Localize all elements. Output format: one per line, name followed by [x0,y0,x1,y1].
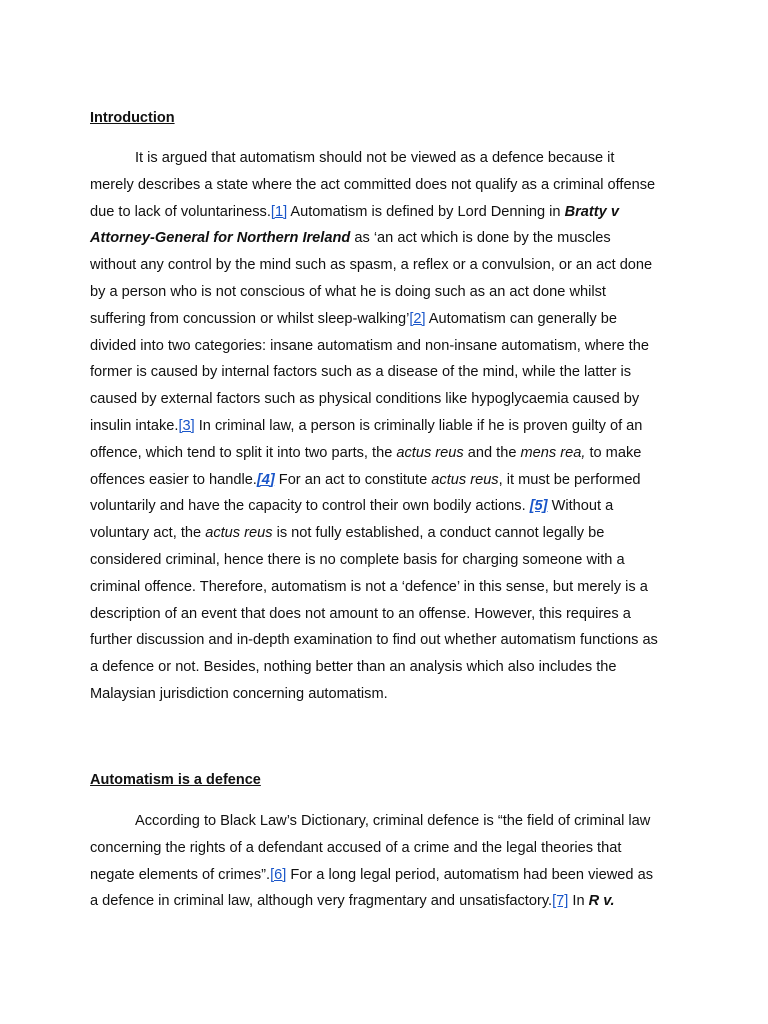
text-run: voluntary act, the [90,525,206,542]
text-run: Automatism can generally be [425,310,617,327]
text-run: Malaysian jurisdiction concerning automatism. [90,685,388,702]
introduction-paragraph [90,145,690,708]
italic-term: actus reus [205,525,273,542]
text-line [90,808,690,835]
text-line [90,520,690,547]
case-citation: Attorney-General for Northern Ireland [90,230,351,247]
footnote-link[interactable]: [4] [256,471,275,488]
text-run: caused by external factors such as physical conditions like hypoglycaemia caused by [90,391,640,408]
italic-term: mens rea, [520,444,586,461]
automatism-defence-paragraph [90,808,690,915]
text-line [90,145,690,172]
section-heading-automatism-defence: Automatism is a defence [90,772,261,788]
text-line [90,306,690,333]
text-line [90,862,690,889]
text-line [90,199,690,226]
text-run: is not fully established, a conduct cannot legally be [272,525,605,542]
text-line [90,386,690,413]
text-line [90,359,690,386]
text-line [90,601,690,628]
text-run: offences easier to handle. [90,471,257,488]
text-run: description of an event that does not amount to an offense. However, this requires a [90,605,631,622]
text-line [90,333,690,360]
text-line [90,467,690,494]
text-line [90,413,690,440]
text-run: According to Black Law’s Dictionary, criminal defence is “the field of criminal law [135,813,651,829]
text-run: further discussion and in-depth examination to find out whether automatism functions as [90,632,658,649]
footnote-link[interactable]: [1] [270,203,288,220]
text-run: considered criminal, hence there is no complete basis for charging someone with a [90,551,625,568]
text-run: divided into two categories: insane automatism and non-insane automatism, where the [90,337,649,354]
footnote-link[interactable]: [5] [529,498,548,515]
footnote-link[interactable]: [7] [552,893,569,910]
text-line [90,654,690,681]
text-run: For a long legal period, automatism had been viewed as [286,866,653,883]
text-run: In criminal law, a person is criminally liable if he is proven guilty of an [194,417,643,434]
footnote-link[interactable]: [6] [270,866,287,883]
text-run: criminal offence. Therefore, automatism is not a ‘defence’ in this sense, but merely is a [90,578,648,595]
italic-term: actus reus [431,471,499,488]
text-run: without any control by the mind such as spasm, a reflex or a convulsion, or an act done [90,257,653,274]
case-citation: Bratty v [564,203,619,220]
text-line [90,574,690,601]
text-line [90,835,690,862]
text-run: former is caused by internal factors such as a disease of the mind, while the latter is [90,364,632,381]
text-line [90,225,690,252]
text-line [90,547,690,574]
text-run: suffering from concussion or whilst sleep-walking’ [90,310,410,327]
text-run: a defence or not. Besides, nothing better than an analysis which also includes the [90,659,617,676]
text-run: , it must be performed [498,471,641,488]
text-line [90,627,690,654]
text-run: Without a [547,498,614,515]
section-heading-introduction: Introduction [90,110,175,126]
text-line [90,493,690,520]
text-run: negate elements of crimes”. [90,866,271,883]
text-line [90,252,690,279]
text-line [90,888,690,915]
text-run: offence, which tend to split it into two parts, the [90,444,397,461]
text-run: as ‘an act which is done by the muscles [350,230,611,247]
text-line [90,440,690,467]
text-run: by a person who is not conscious of what he is doing such as an act done whilst [90,283,606,300]
text-line [90,681,690,708]
text-run: to make [585,444,642,461]
text-line [90,172,690,199]
text-line [90,279,690,306]
footnote-link[interactable]: [3] [178,417,195,434]
text-run: due to lack of voluntariness. [90,203,271,220]
text-run: a defence in criminal law, although very fragmentary and unsatisfactory. [90,893,553,910]
text-run: concerning the rights of a defendant accused of a crime and the legal theories that [90,839,622,856]
text-run: and the [463,444,521,461]
text-run: insulin intake. [90,417,179,434]
text-run: merely describes a state where the act committed does not qualify as a criminal offense [90,176,656,193]
text-run: In [568,893,589,910]
italic-term: actus reus [396,444,464,461]
text-run: Automatism is defined by Lord Denning in [287,203,565,220]
text-run: It is argued that automatism should not be viewed as a defence because it [135,150,615,166]
text-run: voluntarily and have the capacity to control their own bodily actions. [90,498,530,515]
footnote-link[interactable]: [2] [409,310,426,327]
text-run: For an act to constitute [274,471,432,488]
case-citation: R v. [588,893,615,910]
